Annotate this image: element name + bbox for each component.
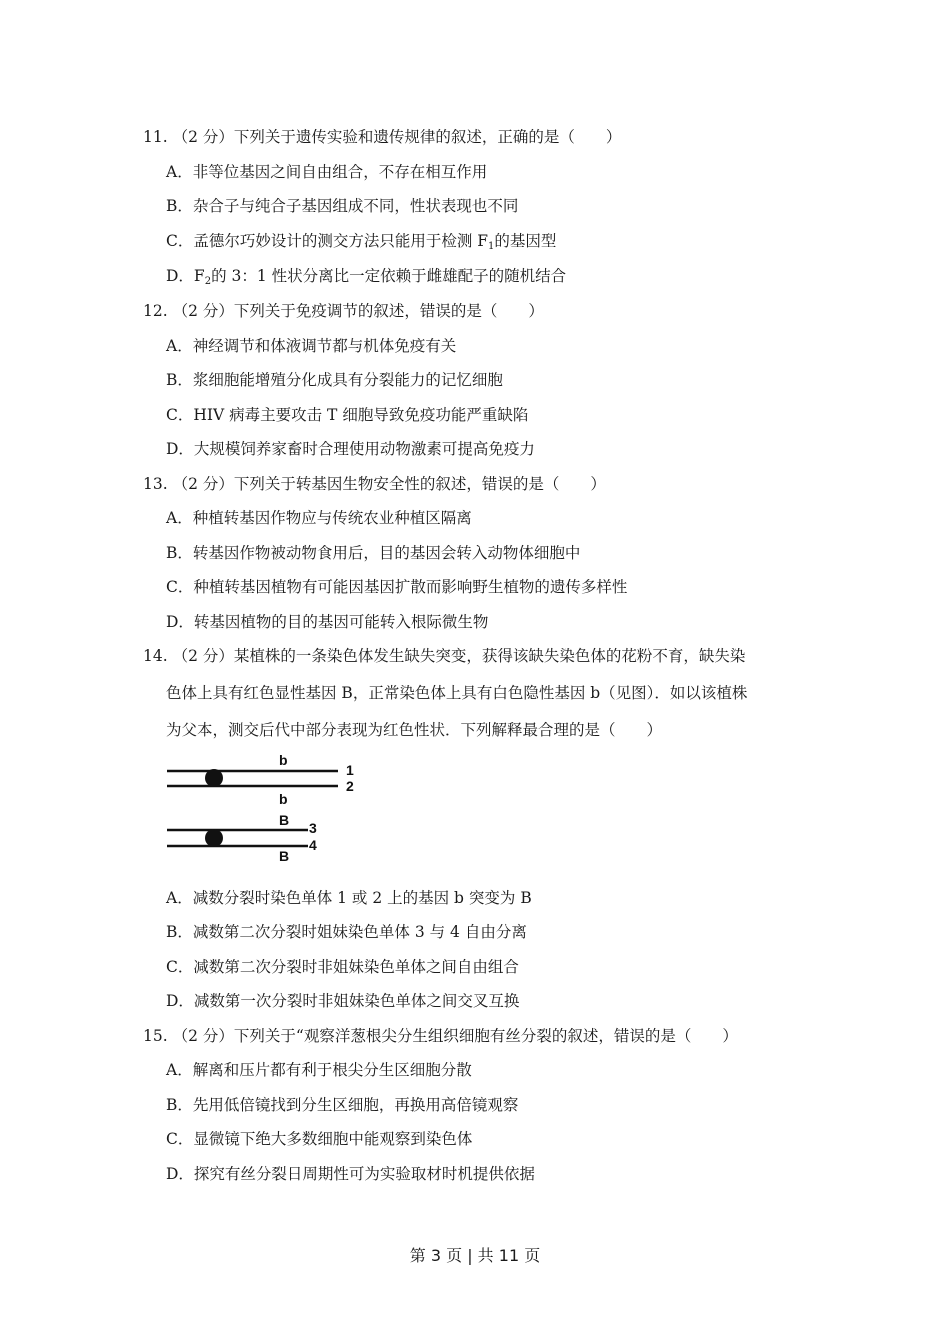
- option-a: A．减数分裂时染色单体 1 或 2 上的基因 b 突变为 B: [166, 889, 532, 907]
- question-stem: 下列关于遗传实验和遗传规律的叙述，正确的是（ ）: [233, 128, 622, 146]
- option-d: D．转基因植物的目的基因可能转入根际微生物: [166, 613, 489, 631]
- question-number: 11.: [143, 128, 168, 146]
- question-15: [143, 1026, 738, 1046]
- option-c: C．种植转基因植物有可能因基因扩散而影响野生植物的遗传多样性: [166, 578, 628, 596]
- question-score: （2 分）: [172, 475, 234, 493]
- gene-label: b: [279, 791, 288, 807]
- chromatid-label: 3: [309, 820, 317, 836]
- question-stem: 下列关于“观察洋葱根尖分生组织细胞有丝分裂的叙述，错误的是（ ）: [233, 1027, 738, 1045]
- page-footer: 第 3 页 | 共 11 页: [409, 1246, 541, 1265]
- question-score: （2 分）: [172, 647, 234, 665]
- question-11: [143, 127, 621, 147]
- question-stem-continued: 为父本，测交后代中部分表现为红色性状．下列解释最合理的是（ ）: [166, 721, 663, 739]
- option-a: A．解离和压片都有利于根尖分生区细胞分散: [166, 1061, 472, 1079]
- question-12: [143, 301, 544, 321]
- option-b: B．杂合子与纯合子基因组成不同，性状表现也不同: [166, 197, 519, 215]
- centromere-2: [205, 829, 223, 847]
- option-a: A．非等位基因之间自由组合，不存在相互作用: [166, 163, 488, 181]
- question-number: 15.: [143, 1027, 168, 1045]
- chromatid-label: 4: [309, 837, 317, 853]
- question-number: 13.: [143, 475, 168, 493]
- question-stem-continued: 色体上具有红色显性基因 B，正常染色体上具有白色隐性基因 b（见图）．如以该植株: [166, 684, 748, 702]
- chromatid-label: 1: [346, 762, 354, 778]
- centromere-1: [205, 769, 223, 787]
- option-c: C．显微镜下绝大多数细胞中能观察到染色体: [166, 1130, 473, 1148]
- question-number: 12.: [143, 302, 168, 320]
- question-score: （2 分）: [172, 128, 234, 146]
- option-b: B．减数第二次分裂时姐妹染色单体 3 与 4 自由分离: [166, 923, 527, 941]
- option-d: D．$F_2$的 3：1 性状分离比一定依赖于雌雄配子的随机结合: [166, 267, 567, 287]
- option-b: B．转基因作物被动物食用后，目的基因会转入动物体细胞中: [166, 544, 581, 562]
- question-13: [143, 474, 606, 494]
- option-c: C．减数第二次分裂时非姐妹染色单体之间自由组合: [166, 958, 519, 976]
- question-number: 14.: [143, 647, 168, 665]
- option-d: D．大规模饲养家畜时合理使用动物激素可提高免疫力: [166, 440, 535, 458]
- chromosome-diagram: [160, 748, 380, 868]
- option-b: B．先用低倍镜找到分生区细胞，再换用高倍镜观察: [166, 1096, 519, 1114]
- question-score: （2 分）: [172, 1027, 234, 1045]
- option-a: A．神经调节和体液调节都与机体免疫有关: [166, 337, 457, 355]
- question-stem: 下列关于转基因生物安全性的叙述，错误的是（ ）: [233, 475, 606, 493]
- question-score: （2 分）: [172, 302, 234, 320]
- option-c: C．孟德尔巧妙设计的测交方法只能用于检测 $F_1$的基因型: [166, 232, 557, 252]
- option-d: D．减数第一次分裂时非姐妹染色单体之间交叉互换: [166, 992, 520, 1010]
- option-d: D．探究有丝分裂日周期性可为实验取材时机提供依据: [166, 1165, 535, 1183]
- question-stem: 某植株的一条染色体发生缺失突变，获得该缺失染色体的花粉不育，缺失染: [233, 647, 746, 665]
- gene-label: B: [279, 812, 290, 828]
- option-b: B．浆细胞能增殖分化成具有分裂能力的记忆细胞: [166, 371, 503, 389]
- question-stem: 下列关于免疫调节的叙述，错误的是（ ）: [233, 302, 544, 320]
- question-14: [143, 646, 745, 666]
- chromatid-label: 2: [346, 778, 354, 794]
- gene-label: b: [279, 752, 288, 768]
- gene-label: B: [279, 848, 290, 864]
- option-c: C．HIV 病毒主要攻击 T 细胞导致免疫功能严重缺陷: [166, 406, 529, 424]
- option-a: A．种植转基因作物应与传统农业种植区隔离: [166, 509, 472, 527]
